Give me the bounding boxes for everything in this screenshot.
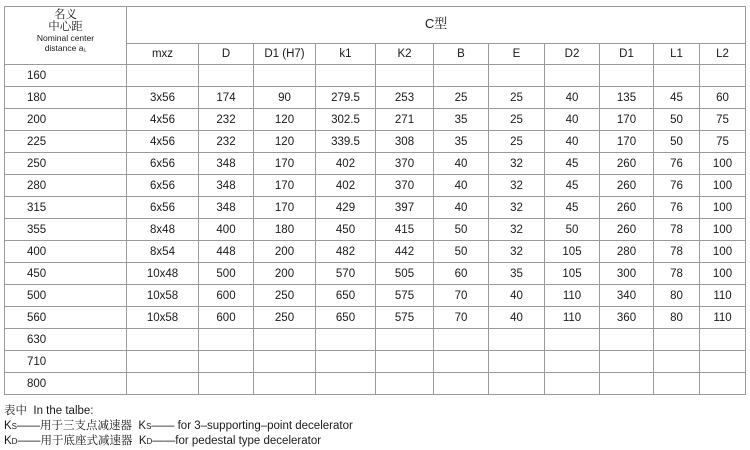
table-cell: 100 [700,263,746,285]
note-line-2 [4,434,353,450]
table-cell: 429 [316,197,376,219]
table-cell [489,351,545,373]
table-cell: 348 [199,153,254,175]
table-row [5,175,746,197]
table-cell: 32 [489,153,545,175]
table-cell: 442 [376,241,434,263]
table-cell: 100 [700,241,746,263]
table-cell: 397 [376,197,434,219]
table-cell: 45 [654,87,700,109]
table-row [5,65,746,87]
table-cell: 415 [376,219,434,241]
note1-subscript: S [11,421,18,431]
table-cell: 40 [434,175,489,197]
table-cell: 120 [254,109,316,131]
table-cell: 6x56 [127,153,199,175]
table-cell: 339.5 [316,131,376,153]
table-cell: 3x56 [127,87,199,109]
table-cell [376,351,434,373]
table-cell: 100 [700,175,746,197]
note1-symbol-2: K [138,419,147,432]
table-cell: 50 [434,241,489,263]
table-cell: 279.5 [316,87,376,109]
table-cell: 570 [316,263,376,285]
table-cell: 40 [489,307,545,329]
table-cell: 180 [254,219,316,241]
table-cell [434,373,489,395]
table-cell: 10x48 [127,263,199,285]
table-cell: 650 [316,307,376,329]
table-cell: 100 [700,197,746,219]
note2-en: ——for pedestal type decelerator [152,435,322,447]
table-cell: 253 [376,87,434,109]
table-cell: 78 [654,219,700,241]
nominal-distance-cell: 180 [5,87,127,109]
table-cell [316,65,376,87]
table-cell: 80 [654,307,700,329]
table-cell [376,65,434,87]
column-header: E [489,44,545,65]
table-cell: 70 [434,285,489,307]
table-cell: 4x56 [127,109,199,131]
table-cell: 200 [254,263,316,285]
table-cell: 400 [199,219,254,241]
column-header: L1 [654,44,700,65]
table-cell: 60 [434,263,489,285]
table-cell: 10x58 [127,307,199,329]
table-cell [545,351,600,373]
table-cell: 110 [700,285,746,307]
table-cell: 10x58 [127,285,199,307]
nominal-distance-cell: 560 [5,307,127,329]
table-cell [600,373,654,395]
table-cell: 260 [600,219,654,241]
table-cell: 600 [199,307,254,329]
table-cell: 50 [545,219,600,241]
table-cell: 450 [316,219,376,241]
column-header: D1 (H7) [254,44,316,65]
table-cell: 80 [654,285,700,307]
table-cell: 40 [545,87,600,109]
table-row [5,351,746,373]
table-cell: 50 [434,219,489,241]
table-cell: 348 [199,175,254,197]
table-cell: 90 [254,87,316,109]
table-cell: 40 [489,285,545,307]
table-row [5,329,746,351]
notes-title [4,404,353,419]
table-cell [434,65,489,87]
table-cell [127,65,199,87]
nominal-distance-cell: 630 [5,329,127,351]
table-cell: 120 [254,131,316,153]
table-cell: 60 [700,87,746,109]
table-cell: 100 [700,219,746,241]
table-cell: 32 [489,175,545,197]
table-cell [199,329,254,351]
table-cell: 500 [199,263,254,285]
table-cell: 32 [489,241,545,263]
nominal-distance-cell: 710 [5,351,127,373]
table-cell [127,329,199,351]
table-cell: 6x56 [127,175,199,197]
table-cell [127,351,199,373]
nominal-distance-cell: 355 [5,219,127,241]
table-row [5,131,746,153]
table-cell: 482 [316,241,376,263]
note1-symbol: K [4,419,12,432]
note2-subscript: D [11,437,18,446]
column-header: D [199,44,254,65]
table-cell: 4x56 [127,131,199,153]
table-cell: 35 [489,263,545,285]
table-row [5,241,746,263]
table-cell: 45 [545,197,600,219]
table-cell [376,373,434,395]
table-cell: 174 [199,87,254,109]
table-cell [254,373,316,395]
table-cell [545,329,600,351]
table-row [5,263,746,285]
table-cell [489,65,545,87]
table-cell: 280 [600,241,654,263]
table-cell: 402 [316,153,376,175]
table-row [5,197,746,219]
table-cell [199,65,254,87]
table-cell [700,65,746,87]
table-cell [199,373,254,395]
table-cell: 25 [434,87,489,109]
table-cell: 40 [545,109,600,131]
nominal-distance-cell: 400 [5,241,127,263]
table-cell: 600 [199,285,254,307]
table-cell [700,373,746,395]
table-cell [254,329,316,351]
nominal-distance-cell: 160 [5,65,127,87]
table-cell: 40 [545,131,600,153]
table-cell: 40 [434,197,489,219]
column-header: D1 [600,44,654,65]
table-cell [600,329,654,351]
nominal-distance-cell: 450 [5,263,127,285]
table-cell: 25 [489,109,545,131]
table-cell: 308 [376,131,434,153]
nominal-distance-header [5,7,127,65]
note2-subscript-2: D [146,437,153,446]
note-line-1 [4,419,353,435]
column-header: K2 [376,44,434,65]
table-cell [316,351,376,373]
table-cell: 25 [489,131,545,153]
table-cell [654,65,700,87]
table-cell [316,329,376,351]
table-cell: 260 [600,175,654,197]
note2-symbol-2: K [138,435,147,447]
table-cell: 340 [600,285,654,307]
table-row [5,373,746,395]
table-cell: 302.5 [316,109,376,131]
note2-symbol: K [4,435,12,447]
note1-zh: ——用于三支点减速器 [17,419,133,432]
table-cell: 135 [600,87,654,109]
table-cell: 505 [376,263,434,285]
table-cell: 76 [654,197,700,219]
table-cell [600,65,654,87]
table-cell [199,351,254,373]
table-cell [434,329,489,351]
table-cell: 232 [199,109,254,131]
note2-zh: ——用于底座式减速器 [17,435,133,447]
table-row [5,87,746,109]
table-cell [654,329,700,351]
table-cell: 8x54 [127,241,199,263]
nominal-en-2: distance a₁ [44,43,87,53]
table-cell: 76 [654,175,700,197]
table-cell [434,351,489,373]
note1-en: —— for 3–supporting–point decelerator [151,419,353,432]
table-cell: 575 [376,285,434,307]
table-cell [600,351,654,373]
table-body [5,65,746,395]
table-row [5,307,746,329]
nominal-distance-cell: 225 [5,131,127,153]
nominal-distance-cell: 250 [5,153,127,175]
table-cell [127,373,199,395]
table-cell: 650 [316,285,376,307]
nominal-zh-2: 中心距 [48,21,83,33]
table-cell [254,65,316,87]
nominal-distance-cell: 500 [5,285,127,307]
table-cell: 170 [254,197,316,219]
table-cell: 6x56 [127,197,199,219]
table-cell [654,351,700,373]
table-cell: 170 [600,109,654,131]
table-cell: 402 [316,175,376,197]
notes-title-zh: 表中 [4,405,27,417]
table-cell: 110 [545,307,600,329]
table-cell: 75 [700,131,746,153]
table-cell: 25 [489,87,545,109]
table-cell [545,373,600,395]
nominal-zh-1: 名义 [54,9,77,21]
table-cell [316,373,376,395]
table-cell [700,351,746,373]
table-cell: 200 [254,241,316,263]
table-cell: 45 [545,175,600,197]
nominal-distance-cell: 200 [5,109,127,131]
table-cell: 35 [434,109,489,131]
table-cell [489,329,545,351]
table-cell: 110 [700,307,746,329]
nominal-distance-cell: 280 [5,175,127,197]
table-cell: 170 [254,153,316,175]
table-cell: 76 [654,153,700,175]
table-cell: 250 [254,285,316,307]
column-header: B [434,44,489,65]
table-cell: 100 [700,153,746,175]
table-cell: 45 [545,153,600,175]
table-cell [654,373,700,395]
table-cell: 448 [199,241,254,263]
table-cell: 232 [199,131,254,153]
table-cell: 32 [489,219,545,241]
table-cell: 8x48 [127,219,199,241]
table-cell: 70 [434,307,489,329]
table-cell: 260 [600,197,654,219]
table-cell: 105 [545,241,600,263]
table-cell: 250 [254,307,316,329]
table-cell: 370 [376,175,434,197]
table-cell [254,351,316,373]
spec-table [4,6,746,395]
column-header: k1 [316,44,376,65]
table-cell: 575 [376,307,434,329]
column-header: L2 [700,44,746,65]
table-row [5,285,746,307]
table-row [5,219,746,241]
table-cell: 360 [600,307,654,329]
nominal-distance-cell: 315 [5,197,127,219]
table-cell [376,329,434,351]
notes [4,404,353,450]
table-cell: 78 [654,241,700,263]
table-cell: 260 [600,153,654,175]
table-cell [489,373,545,395]
table-row [5,153,746,175]
notes-title-en: In the talbe: [33,405,94,417]
table-cell: 75 [700,109,746,131]
table-cell: 105 [545,263,600,285]
table-cell: 370 [376,153,434,175]
column-header: D2 [545,44,600,65]
table-cell: 170 [600,131,654,153]
table-cell: 32 [489,197,545,219]
note1-subscript-2: S [146,421,152,431]
table-cell: 170 [254,175,316,197]
column-header: mxz [127,44,199,65]
nominal-distance-cell: 800 [5,373,127,395]
group-header-c-type: C型 [127,7,746,44]
table-cell [700,329,746,351]
table-cell: 78 [654,263,700,285]
table-cell: 271 [376,109,434,131]
table-cell [545,65,600,87]
table-cell: 348 [199,197,254,219]
table-cell: 50 [654,131,700,153]
table-cell: 50 [654,109,700,131]
table-cell: 300 [600,263,654,285]
table-cell: 40 [434,153,489,175]
table-cell: 35 [434,131,489,153]
table-cell: 110 [545,285,600,307]
nominal-en-1: Nominal center [36,33,95,43]
table-row [5,109,746,131]
